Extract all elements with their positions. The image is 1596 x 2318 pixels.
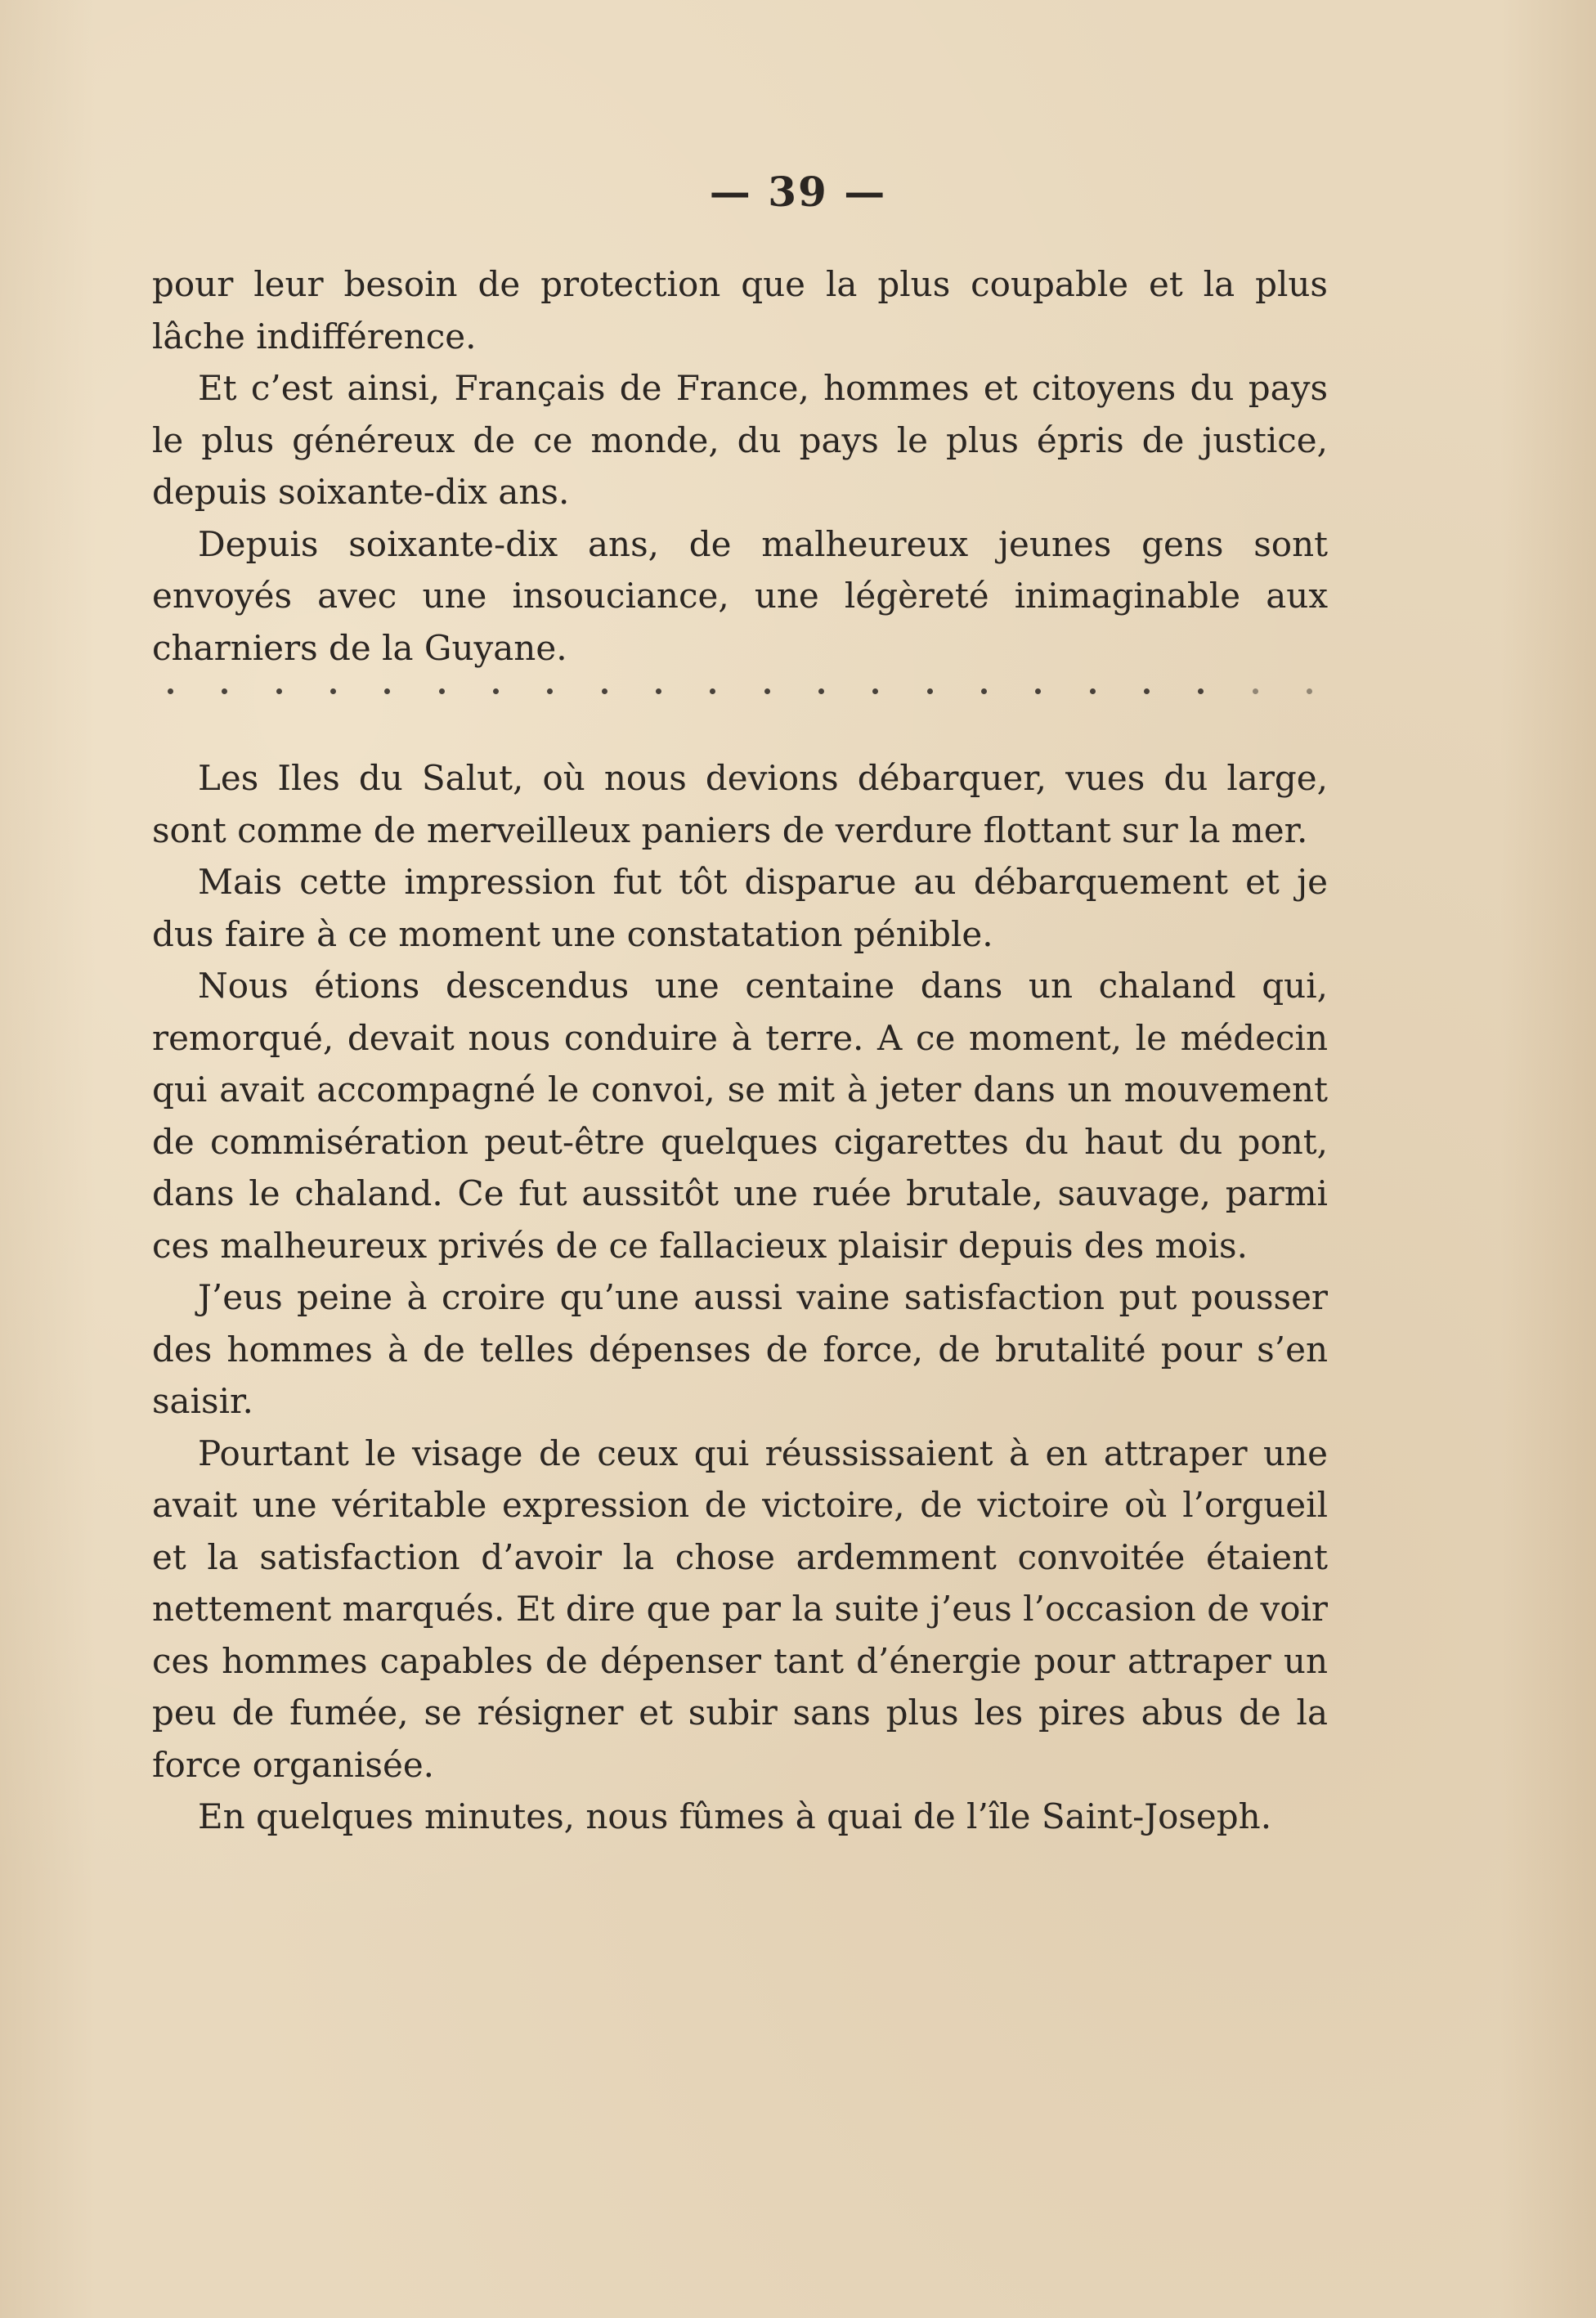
separator-dot	[1198, 688, 1204, 694]
separator-dot	[1035, 688, 1041, 694]
separator-dot	[927, 688, 933, 694]
separator-dot	[1090, 688, 1096, 694]
separator-dot	[222, 688, 227, 694]
separator-dot	[710, 688, 715, 694]
separator-dot	[818, 688, 824, 694]
separator-dot	[872, 688, 878, 694]
text-section-1	[152, 258, 1328, 674]
paragraph: pour leur besoin de protection que la plus coupable et la plus lâche indifférence.	[152, 264, 1328, 356]
text-section-2	[152, 752, 1328, 1843]
separator-dot	[276, 688, 282, 694]
paragraph: Depuis soixante-dix ans, de malheureux jeunes gens sont envoyés avec une insouciance, une légèreté inimaginable aux charniers de la Guyane.	[152, 523, 1328, 668]
paragraph: En quelques minutes, nous fûmes à quai de l’île Saint-Joseph.	[198, 1796, 1272, 1836]
separator-dot	[493, 688, 499, 694]
separator-dot	[547, 688, 553, 694]
separator-dot	[439, 688, 445, 694]
paragraph: Et c’est ainsi, Français de France, hommes et citoyens du pays le plus généreux de ce monde, du pays le plus épris de justice, depuis soixante-dix ans.	[152, 368, 1328, 512]
paragraph: Pourtant le visage de ceux qui réussissaient à en attraper une avait une véritable expression de victoire, de victoire où l’orgueil et la satisfaction d’avoir la chose ardemment convoitée étaient nettement marqués. Et dire que par la suite j’eus l’occasion de voir ces hommes capables de dépenser tant d’énergie pour attraper un peu de fumée, se résigner et subir sans plus les pires abus de la force organisée.	[152, 1432, 1328, 1785]
page-number: — 39 —	[709, 168, 887, 216]
separator-dot	[981, 688, 987, 694]
separator-dot	[764, 688, 770, 694]
separator-dot	[1144, 688, 1150, 694]
paragraph: Mais cette impression fut tôt disparue au débarquement et je dus faire à ce moment une constatation pénible.	[152, 862, 1328, 954]
section-separator-dots	[168, 675, 1312, 707]
separator-dot	[1307, 688, 1312, 694]
separator-dot	[330, 688, 336, 694]
paragraph: Nous étions descendus une centaine dans un chaland qui, remorqué, devait nous conduire à terre. A ce moment, le médecin qui avait accompagné le convoi, se mit à jeter dans un mouvement de commisération peut-être quelques cigarettes du haut du pont, dans le chaland. Ce fut aussitôt une ruée brutale, sauvage, parmi ces malheureux privés de ce fallacieux plaisir depuis des mois.	[152, 966, 1328, 1266]
separator-dot	[602, 688, 607, 694]
separator-dot	[1253, 688, 1258, 694]
separator-dot	[656, 688, 661, 694]
separator-dot	[384, 688, 390, 694]
paragraph: J’eus peine à croire qu’une aussi vaine satisfaction put pousser des hommes à de telles dépenses de force, de brutalité pour s’en saisir.	[152, 1277, 1328, 1421]
paragraph: Les Iles du Salut, où nous devions débarquer, vues du large, sont comme de merveilleux paniers de verdure flottant sur la mer.	[152, 758, 1328, 850]
separator-dot	[168, 688, 173, 694]
